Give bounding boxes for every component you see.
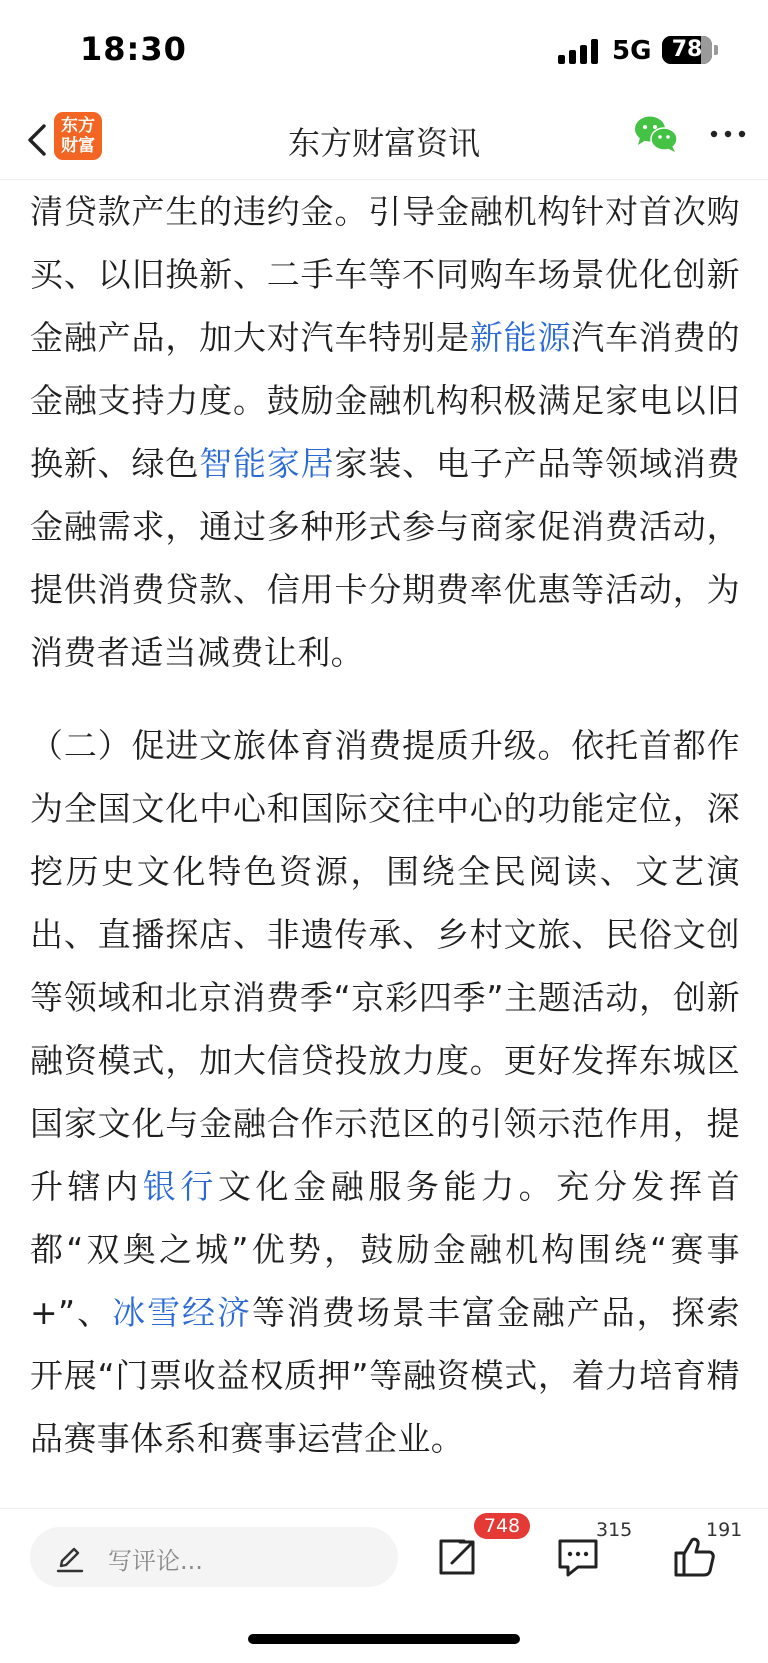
paragraph-text: 等消费场景丰富金融产品，探索开展“门票收益权质押”等融资模式，着力培育精品赛事体系和赛事运营企业。 xyxy=(30,1293,740,1458)
page-title: 东方财富资讯 xyxy=(287,124,480,162)
paragraph-text: （二）促进文旅体育消费提质升级。依托首都作为全国文化中心和国际交往中心的功能定位，深挖历史文化特色资源，围绕全民阅读、文艺演出、直播探店、非遗传承、乡村文旅、民俗文创等领域和北京消费季“京彩四季”主题活动，创新融资模式，加大信贷投放力度。更好发挥东城区国家文化与金融合作示范区的引领示范作用，提升辖内 xyxy=(30,726,740,1206)
comment-placeholder: 写评论... xyxy=(108,1547,203,1575)
home-indicator xyxy=(248,1634,520,1644)
article-paragraph xyxy=(30,714,740,1470)
app-logo[interactable] xyxy=(54,112,102,160)
pen-icon xyxy=(56,1541,84,1573)
article-paragraph xyxy=(30,180,740,684)
paragraph-text: 家装、电子产品等领域消费金融需求，通过多种形式参与商家促消费活动，提供消费贷款、信用卡分期费率优惠等活动，为消费者适当减费让利。 xyxy=(30,444,740,672)
comment-input[interactable] xyxy=(30,1527,398,1587)
stock-topic-link[interactable]: 银行 xyxy=(142,1167,218,1206)
paragraph-text: 文化金融服务能力。充分发挥首都“双奥之城”优势，鼓励金融机构围绕“赛事+”、 xyxy=(30,1167,740,1332)
stock-topic-link[interactable]: 新能源 xyxy=(469,318,572,357)
status-time: 18:30 xyxy=(80,30,187,68)
stock-topic-link[interactable]: 智能家居 xyxy=(199,444,335,483)
like-count: 191 xyxy=(706,1519,743,1541)
battery-icon xyxy=(662,36,712,64)
more-horizontal-icon[interactable] xyxy=(708,124,748,144)
battery-tip xyxy=(714,45,718,55)
battery-level: 78 xyxy=(671,37,703,62)
share-count-badge: 748 xyxy=(474,1513,530,1539)
status-bar xyxy=(0,0,768,100)
nav-bar xyxy=(0,100,768,180)
logo-line-1: 东方 xyxy=(61,116,95,136)
chevron-left-icon[interactable] xyxy=(18,118,58,162)
paragraph-text: 清贷款产生的违约金。引导金融机构针对首次购买、以旧换新、二手车等不同购车场景优化创新金融产品，加大对汽车特别是 xyxy=(30,192,740,357)
paragraph-text: 汽车消费的金融支持力度。鼓励金融机构积极满足家电以旧换新、绿色 xyxy=(30,318,740,483)
network-type: 5G xyxy=(612,36,652,66)
comment-count: 315 xyxy=(596,1519,633,1541)
cellular-signal-icon xyxy=(558,38,602,64)
article-body xyxy=(30,180,740,1508)
logo-line-2: 财富 xyxy=(61,136,95,156)
stock-topic-link[interactable]: 冰雪经济 xyxy=(112,1293,252,1332)
wechat-icon[interactable] xyxy=(634,114,678,154)
